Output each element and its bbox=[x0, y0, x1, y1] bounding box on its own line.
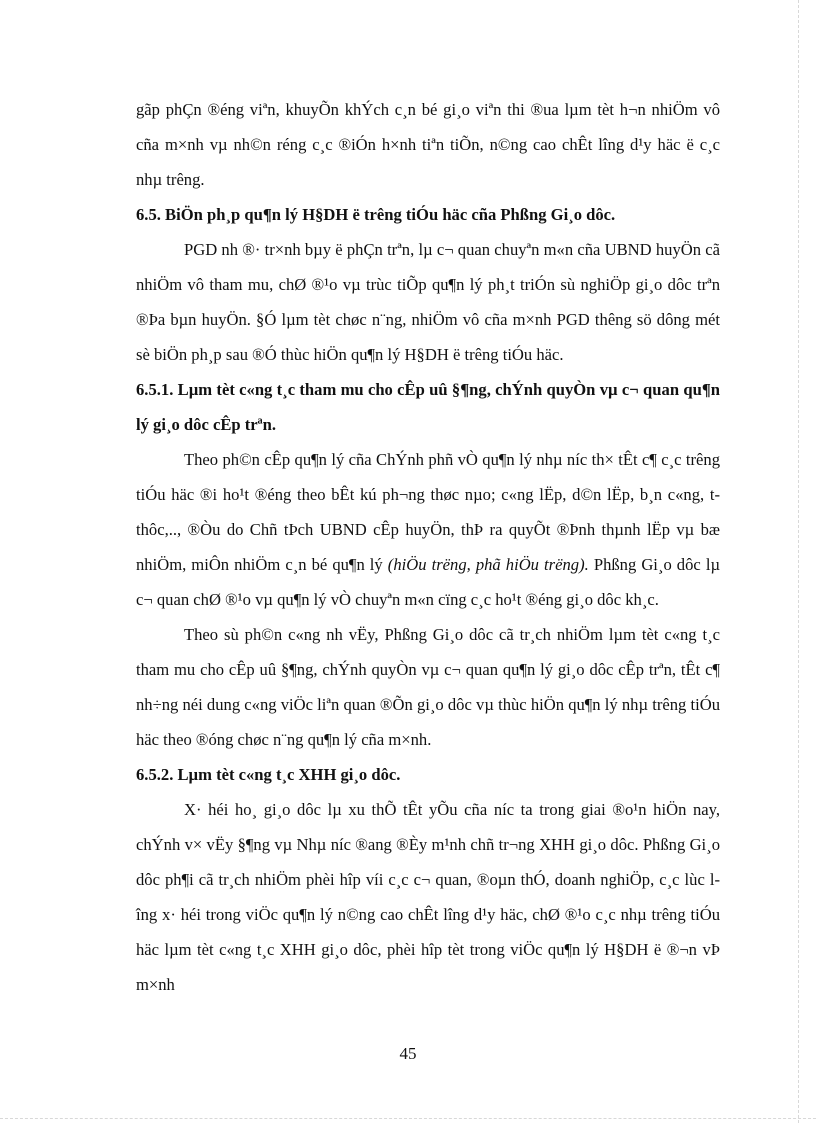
text-line: UBND huyÖn cã nhiÖm vô tham mu, chØ ®¹o vµ trùc tiÕp qu¶n lý ph¸t bbox=[136, 240, 720, 294]
heading-text: 6.5. BiÖn ph¸p qu¶n lý H§DH ë trêng tiÓu häc cña Phßng Gi¸o dôc. bbox=[136, 205, 616, 224]
text-line: hiÖn nay, chÝnh v× vËy §¶ng vµ Nhµ níc ®ang ®Èy m¹nh chñ tr¬ng bbox=[136, 800, 720, 854]
text-line: dôc cÊp trªn, tÊt c¶ nh÷ng néi dung c«ng viÖc liªn quan ®Õn gi¸o dôc vµ bbox=[136, 660, 720, 714]
heading-text: 6.5.2. Lµm tèt c«ng t¸c XHH gi¸o dôc. bbox=[136, 765, 401, 784]
text-line: chÊt lîng d¹y häc ë c¸c nhµ trêng. bbox=[136, 135, 720, 189]
page-edge-bottom bbox=[0, 1118, 816, 1119]
text-line: d©n lËp, b¸n c«ng, t thôc,.., ®Òu do Chñ tÞch UBND cÊp huyÖn, thÞ ra bbox=[136, 485, 720, 539]
text-line: hiÖn qu¶n lý H§DH ë trêng tiÓu häc. bbox=[313, 345, 564, 364]
text-line: t¸c XHH gi¸o dôc, phèi hîp tèt trong viÖc qu¶n lý H§DH ë ®¬n vÞ m×nh bbox=[136, 940, 720, 994]
section-heading-6-5 bbox=[136, 197, 720, 232]
paragraph-phan-cong bbox=[136, 617, 720, 757]
text-line: nhiÖm vô cña m×nh vµ nh©n réng c¸c ®iÓn h×nh tiªn tiÕn, n©ng cao bbox=[136, 100, 720, 154]
text-line: PGD nh ®· tr×nh bµy ë phÇn trªn, lµ c¬ quan chuyªn m«n cña bbox=[184, 240, 601, 259]
text-line: m×nh. bbox=[388, 730, 432, 749]
paragraph-xhh bbox=[136, 792, 720, 1002]
heading-text: 6.5.1. Lµm tèt c«ng t¸c tham mu cho cÊp uû §¶ng, chÝnh quyÒn vµ bbox=[136, 380, 618, 399]
text-line: quan, ®oµn thÓ, doanh nghiÖp, c¸c lùc lîng x· héi trong viÖc qu¶n lý bbox=[136, 870, 720, 924]
text-line: Phßng Gi¸o dôc lµ c¬ quan chØ ®¹o vµ qu¶n lý bbox=[136, 555, 721, 609]
page-number: 45 bbox=[399, 1044, 417, 1063]
page-edge-right bbox=[798, 0, 799, 1123]
text-line: c«ng t¸c tham mu cho cÊp uû §¶ng, chÝnh quyÒn vµ c¬ quan qu¶n lý gi¸o bbox=[136, 625, 721, 679]
page-content bbox=[136, 92, 720, 1002]
text-line: nhiÖm vô cña m×nh PGD thêng sö dông mét sè biÖn ph¸p sau ®Ó thùc bbox=[136, 310, 720, 364]
text-line: Theo sù ph©n c«ng nh vËy, Phßng Gi¸o dôc cã tr¸ch nhiÖm lµm tèt bbox=[184, 625, 659, 644]
text-line: triÓn sù nghiÖp gi¸o dôc trªn ®Þa bµn huyÖn. §Ó lµm tèt chøc n¨ng, bbox=[136, 275, 720, 329]
paragraph-pgd bbox=[136, 232, 720, 372]
text-line: c¶ c¸c trêng tiÓu häc ®i ho¹t ®éng theo bÊt kú ph¬ng thøc nµo; c«ng lËp, bbox=[136, 450, 720, 504]
paragraph-phan-cap bbox=[136, 442, 720, 617]
text-line: XHH gi¸o dôc. Phßng Gi¸o dôc ph¶i cã tr¸ch nhiÖm phèi hîp víi c¸c c¬ bbox=[136, 835, 720, 889]
section-heading-6-5-2 bbox=[136, 757, 720, 792]
text-line: vÒ chuyªn m«n cïng c¸c ho¹t ®éng gi¸o dôc kh¸c. bbox=[330, 590, 659, 609]
text-line: thùc hiÖn qu¶n lý nhµ trêng tiÓu häc theo ®óng chøc n¨ng qu¶n lý cña bbox=[136, 695, 720, 749]
heading-text: c¬ quan qu¶n lý gi¸o dôc cÊp trªn. bbox=[136, 380, 721, 434]
text-line: quyÕt ®Þnh thµnh lËp vµ bæ nhiÖm, miÔn nhiÖm c¸n bé qu¶n lý bbox=[136, 520, 720, 574]
text-line: gãp phÇn ®éng viªn, khuyÕn khÝch c¸n bé gi¸o viªn thi ®ua lµm tèt h¬n bbox=[136, 100, 646, 119]
paragraph-intro bbox=[136, 92, 720, 197]
text-line: n©ng cao chÊt lîng d¹y häc, chØ ®¹o c¸c nhµ trêng tiÓu häc lµm tèt c«ng bbox=[136, 905, 720, 959]
italic-text: (hiÖu bbox=[387, 555, 427, 574]
text-line: X· héi ho¸ gi¸o dôc lµ xu thÕ tÊt yÕu cña níc ta trong giai ®o¹n bbox=[184, 800, 647, 819]
section-heading-6-5-1 bbox=[136, 372, 720, 442]
text-line: Theo ph©n cÊp qu¶n lý cña ChÝnh phñ vÒ qu¶n lý nhµ níc th× tÊt bbox=[184, 450, 638, 469]
italic-text: trëng, phã hiÖu trëng). bbox=[431, 555, 589, 574]
